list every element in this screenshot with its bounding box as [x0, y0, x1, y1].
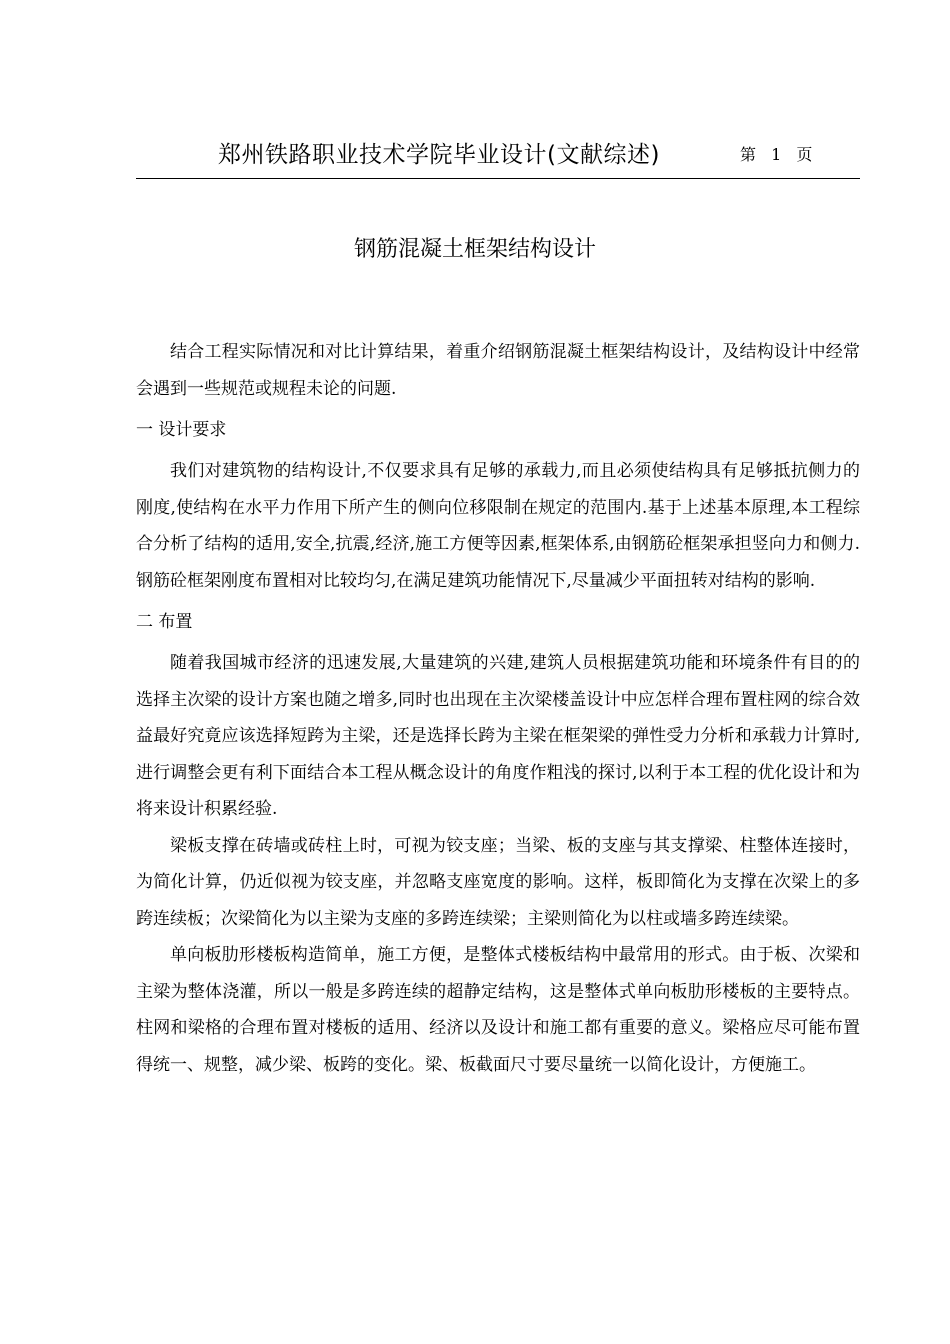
document-body: [136, 334, 860, 1083]
page-header: [136, 132, 860, 172]
paragraph: 单向板肋形楼板构造简单，施工方便，是整体式楼板结构中最常用的形式。由于板、次梁和主梁为整体浇灌，所以一般是多跨连续的超静定结构，这是整体式单向板肋形楼板的主要特点。柱网和梁格的合理布置对楼板的适用、经济以及设计和施工都有重要的意义。梁格应尽可能布置得统一、规整，减少梁、板跨的变化。梁、板截面尺寸要尽量统一以简化设计，方便施工。: [136, 945, 860, 1075]
page-number: 第 1 页: [740, 145, 813, 164]
paragraph: 我们对建筑物的结构设计,不仅要求具有足够的承载力,而且必须使结构具有足够抵抗侧力的刚度,使结构在水平力作用下所产生的侧向位移限制在规定的范围内.基于上述基本原理,本工程综合分析了结构的适用,安全,抗震,经济,施工方便等因素,框架体系,由钢筋砼框架承担竖向力和侧力.钢筋砼框架刚度布置相对比较均匀,在满足建筑功能情况下,尽量减少平面扭转对结构的影响.: [136, 461, 860, 591]
paragraph: 随着我国城市经济的迅速发展,大量建筑的兴建,建筑人员根据建筑功能和环境条件有目的的选择主次梁的设计方案也随之增多,同时也出现在主次梁楼盖设计中应怎样合理布置柱网的综合效益最好究竟应该选择短跨为主梁，还是选择长跨为主梁在框架梁的弹性受力分析和承载力计算时,进行调整会更有利下面结合本工程从概念设计的角度作粗浅的探讨,以利于本工程的优化设计和为将来设计积累经验.: [136, 653, 860, 819]
header-divider: [136, 178, 860, 179]
section-heading-layout: 二 布置: [136, 612, 193, 632]
document-title: 钢筋混凝土框架结构设计: [353, 237, 596, 262]
section-heading-design-requirements: 一 设计要求: [136, 420, 227, 440]
paragraph: 梁板支撑在砖墙或砖柱上时，可视为铰支座；当梁、板的支座与其支撑梁、柱整体连接时，为简化计算，仍近似视为铰支座，并忽略支座宽度的影响。这样，板即简化为支撑在次梁上的多跨连续板；次梁简化为以主梁为支座的多跨连续梁；主梁则简化为以柱或墙多跨连续梁。: [136, 835, 860, 929]
header-title: 郑州铁路职业技术学院毕业设计(文献综述): [218, 142, 660, 168]
intro-paragraph: 结合工程实际情况和对比计算结果，着重介绍钢筋混凝土框架结构设计，及结构设计中经常会遇到一些规范或规程未论的问题.: [136, 342, 860, 399]
